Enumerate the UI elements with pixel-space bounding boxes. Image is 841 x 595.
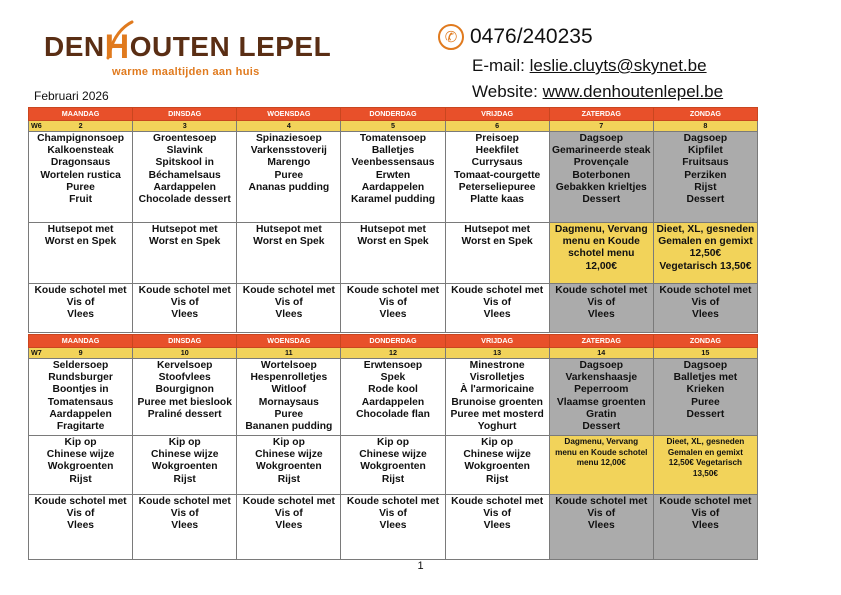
menu-cell — [549, 359, 653, 436]
menu-cell — [341, 359, 445, 436]
day-number-text: 13 — [493, 348, 502, 357]
cold-plate-cell — [549, 495, 653, 560]
special-cell — [29, 223, 133, 284]
day-number — [549, 348, 653, 359]
day-number — [133, 348, 237, 359]
day-number-text: 2 — [78, 121, 83, 130]
day-number-text: 12 — [388, 348, 397, 357]
cell-text: Spinaziesoep Varkensstoverij Marengo Puree Ananas pudding — [248, 133, 330, 193]
special-cell — [653, 436, 757, 495]
cell-text: Dieet, XL, gesneden Gemalen en gemixt 12,50€ Vegetarisch 13,50€ — [656, 224, 755, 272]
cold-plate-cell — [237, 495, 341, 560]
day-header: MAANDAG — [29, 335, 133, 348]
email-link[interactable]: leslie.cluyts@skynet.be — [529, 56, 707, 75]
cell-text: Minestrone Visrolletjes À l'armoricaine Brunoise groenten Puree met mosterd Yoghurt — [450, 360, 544, 433]
cold-plate-cell — [341, 495, 445, 560]
day-number — [341, 121, 445, 132]
menu-cell — [653, 132, 757, 223]
cell-text: Dieet, XL, gesneden Gemalen en gemixt 12,50€ Vegetarisch 13,50€ — [666, 437, 745, 478]
cell-text: Kip op Chinese wijze Wokgroenten Rijst — [255, 437, 323, 485]
special-cell — [341, 436, 445, 495]
menu-cell — [237, 359, 341, 436]
cell-text: Koude schotel met Vis of Vlees — [34, 285, 127, 321]
day-number — [29, 348, 133, 359]
cell-text: Koude schotel met Vis of Vlees — [242, 285, 335, 321]
special-cell — [237, 436, 341, 495]
cell-text: Wortelsoep Hespenrolletjes Witloof Mornaysaus Puree Bananen pudding — [245, 360, 333, 433]
menu-cell — [445, 132, 549, 223]
day-number — [237, 121, 341, 132]
cell-text: Kip op Chinese wijze Wokgroenten Rijst — [359, 437, 427, 485]
day-number-text: 14 — [597, 348, 606, 357]
menu-cell — [133, 359, 237, 436]
menu-cell — [237, 132, 341, 223]
special-cell — [445, 436, 549, 495]
cell-text: Koude schotel met Vis of Vlees — [138, 496, 231, 532]
menu-cell — [29, 132, 133, 223]
cell-text: Koude schotel met Vis of Vlees — [659, 496, 752, 532]
cold-plate-cell — [653, 284, 757, 333]
day-number-text: 15 — [701, 348, 710, 357]
day-header: WOENSDAG — [237, 335, 341, 348]
cell-text: Koude schotel met Vis of Vlees — [555, 285, 648, 321]
cell-text: Koude schotel met Vis of Vlees — [659, 285, 752, 321]
day-header: DONDERDAG — [341, 108, 445, 121]
cold-plate-cell — [237, 284, 341, 333]
day-number — [29, 121, 133, 132]
special-cell — [133, 436, 237, 495]
cell-text: Kervelsoep Stoofvlees Bourgignon Puree met bieslook Praliné dessert — [137, 360, 232, 420]
phone-icon: ✆ — [438, 24, 464, 50]
day-header: ZONDAG — [653, 335, 757, 348]
day-number-text: 5 — [390, 121, 395, 130]
day-number — [653, 348, 757, 359]
day-header: WOENSDAG — [237, 108, 341, 121]
day-number-text: 4 — [286, 121, 291, 130]
menu-cell — [653, 359, 757, 436]
special-cell — [237, 223, 341, 284]
company-logo — [44, 22, 332, 84]
day-number — [653, 121, 757, 132]
cold-plate-cell — [445, 284, 549, 333]
phone-number: 0476/240235 — [470, 25, 593, 48]
cell-text: Koude schotel met Vis of Vlees — [451, 285, 544, 321]
cell-text: Hutsepot met Worst en Spek — [44, 224, 117, 248]
contact-phone — [438, 24, 593, 50]
special-cell — [549, 223, 653, 284]
cell-text: Koude schotel met Vis of Vlees — [346, 496, 440, 532]
cell-text: Dagmenu, Vervang menu en Koude schotel menu 12,00€ — [554, 224, 648, 272]
menu-cell — [445, 359, 549, 436]
day-header: DONDERDAG — [341, 335, 445, 348]
special-cell — [133, 223, 237, 284]
cold-plate-cell — [29, 495, 133, 560]
cell-text: Groentesoep Slavink Spitskool in Béchamelsaus Aardappelen Chocolade dessert — [138, 133, 231, 206]
cell-text: Dagsoep Varkenshaasje Peperroom Vlaamse groenten Gratin Dessert — [556, 360, 646, 433]
menu-cell — [133, 132, 237, 223]
menu-cell — [549, 132, 653, 223]
special-cell — [29, 436, 133, 495]
day-header: DINSDAG — [133, 108, 237, 121]
day-header: ZONDAG — [653, 108, 757, 121]
cell-text: Tomatensoep Balletjes Veenbessensaus Erwten Aardappelen Karamel pudding — [350, 133, 436, 206]
special-cell — [341, 223, 445, 284]
week-table — [28, 334, 758, 560]
cell-text: Dagsoep Gemarineerde steak Provençale Boterbonen Gebakken krieltjes Dessert — [552, 133, 651, 206]
day-number — [549, 121, 653, 132]
week-label: W7 — [31, 348, 42, 357]
day-number-text: 6 — [495, 121, 500, 130]
day-number — [237, 348, 341, 359]
day-number-text: 3 — [182, 121, 187, 130]
cell-text: Koude schotel met Vis of Vlees — [34, 496, 127, 532]
day-number — [445, 348, 549, 359]
cold-plate-cell — [549, 284, 653, 333]
logo-tagline: warme maaltijden aan huis — [112, 66, 260, 78]
cell-text: Hutsepot met Worst en Spek — [357, 224, 429, 248]
cell-text: Koude schotel met Vis of Vlees — [346, 285, 440, 321]
website-link[interactable]: www.denhoutenlepel.be — [542, 82, 724, 101]
day-number — [445, 121, 549, 132]
logo-wordmark: DENHOUTEN LEPEL — [44, 28, 332, 66]
day-header: DINSDAG — [133, 335, 237, 348]
cell-text: Hutsepot met Worst en Spek — [253, 224, 325, 248]
day-header: VRIJDAG — [445, 108, 549, 121]
day-number-text: 9 — [78, 348, 83, 357]
special-cell — [653, 223, 757, 284]
week-table — [28, 107, 758, 333]
cell-text: Champignonsoep Kalkoensteak Dragonsaus Wortelen rustica Puree Fruit — [37, 133, 125, 206]
cell-text: Dagsoep Kipfilet Fruitsaus Perziken Rijst Dessert — [682, 133, 729, 206]
menu-cell — [29, 359, 133, 436]
menu-cell — [341, 132, 445, 223]
cold-plate-cell — [29, 284, 133, 333]
cell-text: Koude schotel met Vis of Vlees — [555, 496, 648, 532]
cell-text: Kip op Chinese wijze Wokgroenten Rijst — [150, 437, 219, 485]
cold-plate-cell — [341, 284, 445, 333]
cold-plate-cell — [445, 495, 549, 560]
cell-text: Dagmenu, Vervang menu en Koude schotel menu 12,00€ — [555, 437, 648, 467]
contact-email: E-mail: leslie.cluyts@skynet.be — [472, 56, 707, 75]
cold-plate-cell — [133, 284, 237, 333]
cell-text: Erwtensoep Spek Rode kool Aardappelen Chocolade flan — [356, 360, 430, 420]
day-number — [341, 348, 445, 359]
month-label: Februari 2026 — [34, 89, 109, 103]
day-header: ZATERDAG — [549, 108, 653, 121]
day-number-text: 10 — [180, 348, 189, 357]
day-number — [133, 121, 237, 132]
day-header: MAANDAG — [29, 108, 133, 121]
day-number-text: 7 — [599, 121, 604, 130]
special-cell — [445, 223, 549, 284]
week-label: W6 — [31, 121, 42, 130]
cell-text: Hutsepot met Worst en Spek — [461, 224, 533, 248]
cold-plate-cell — [133, 495, 237, 560]
cell-text: Seldersoep Rundsburger Boontjes in Tomatensaus Aardappelen Fragitarte — [47, 360, 114, 433]
day-header: VRIJDAG — [445, 335, 549, 348]
day-header: ZATERDAG — [549, 335, 653, 348]
cell-text: Kip op Chinese wijze Wokgroenten Rijst — [46, 437, 115, 485]
cell-text: Koude schotel met Vis of Vlees — [242, 496, 335, 532]
cell-text: Hutsepot met Worst en Spek — [149, 224, 221, 248]
cell-text: Dagsoep Balletjes met Krieken Puree Dessert — [673, 360, 738, 420]
cell-text: Kip op Chinese wijze Wokgroenten Rijst — [463, 437, 531, 485]
day-number-text: 8 — [703, 121, 708, 130]
contact-website: Website: www.denhoutenlepel.be — [472, 82, 724, 101]
cell-text: Koude schotel met Vis of Vlees — [451, 496, 544, 532]
day-number-text: 11 — [285, 348, 293, 357]
page-number: 1 — [417, 560, 424, 572]
cold-plate-cell — [653, 495, 757, 560]
special-cell — [549, 436, 653, 495]
cell-text: Preisoep Heekfilet Currysaus Tomaat-courgette Peterseliepuree Platte kaas — [454, 133, 541, 206]
cell-text: Koude schotel met Vis of Vlees — [138, 285, 231, 321]
